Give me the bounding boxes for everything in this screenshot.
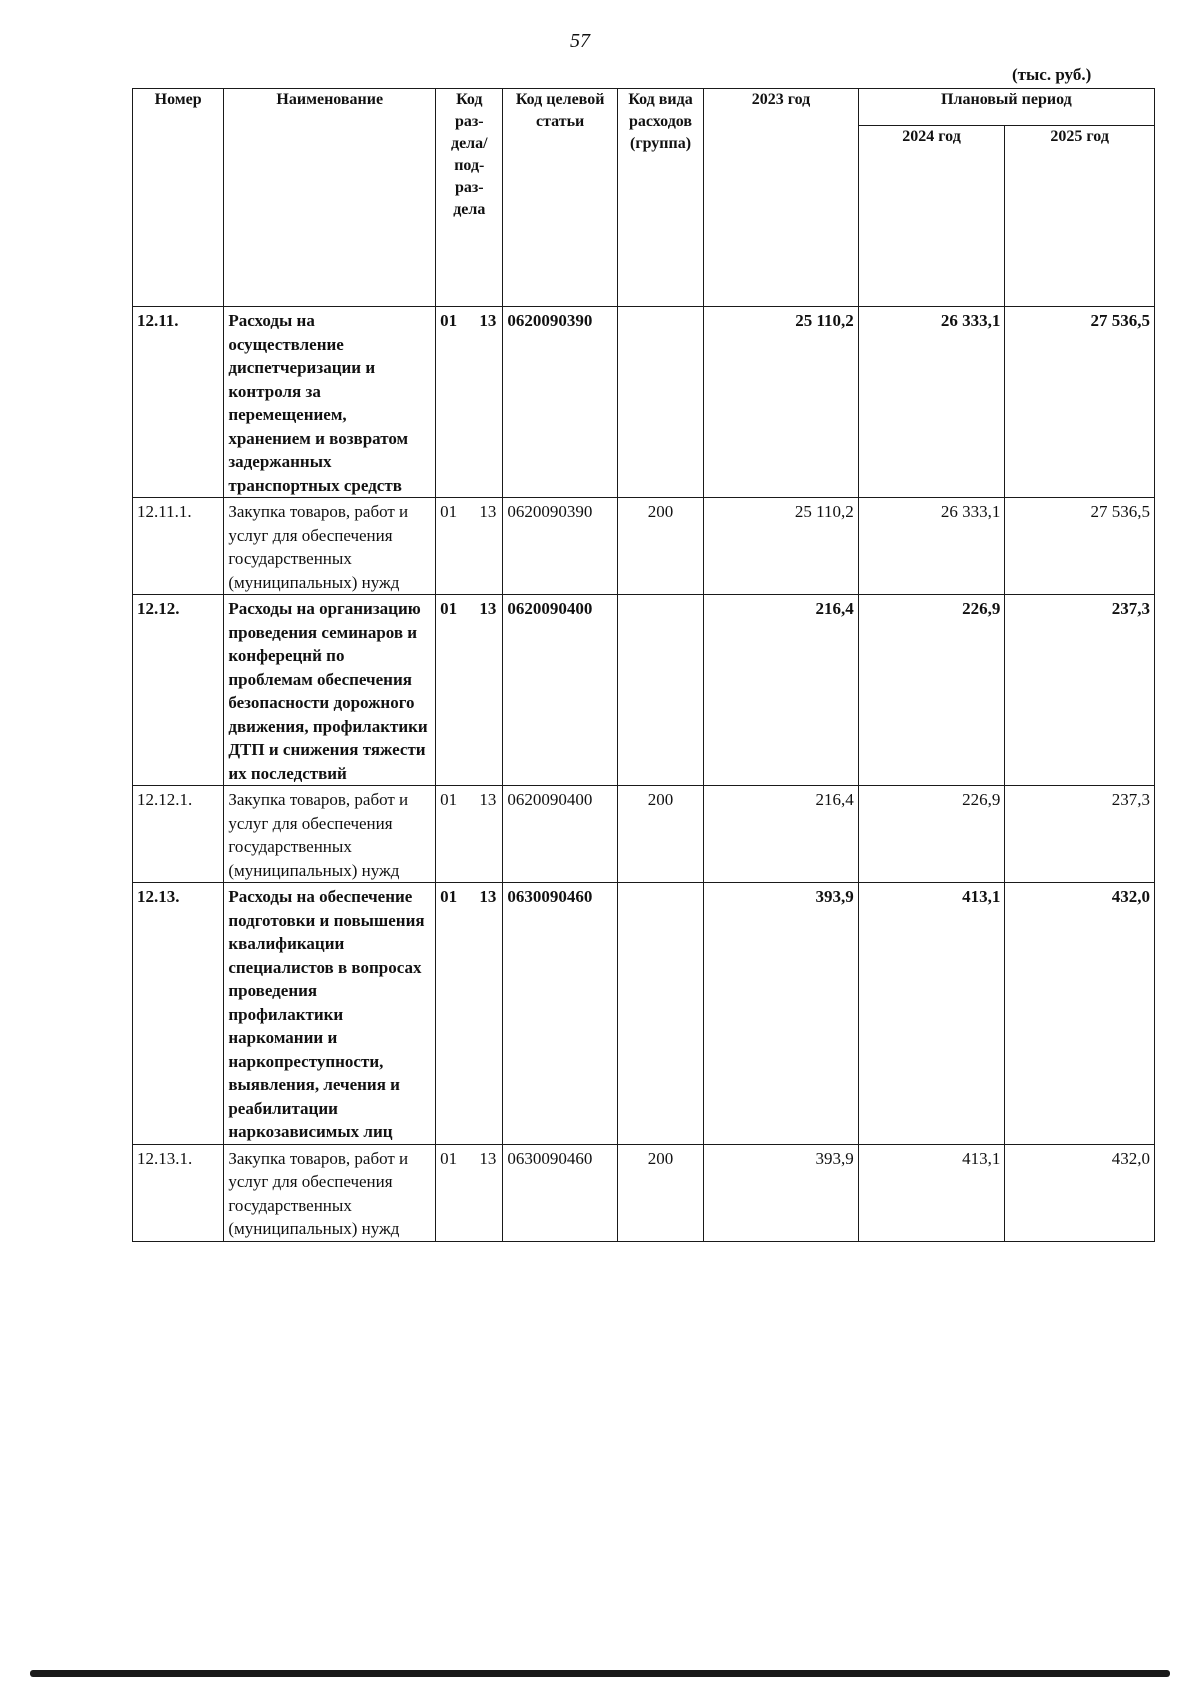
row-value-2025: 432,0 <box>1005 883 1155 1145</box>
table-row <box>133 883 1155 1145</box>
row-number: 12.11.1. <box>133 498 224 595</box>
row-target-code: 0620090400 <box>503 595 617 786</box>
row-name: Расходы на организацию проведения семинаров и конферецнй по проблемам обеспечения безопасности дорожного движения, профилактики ДТП и снижения тяжести их последствий <box>224 595 436 786</box>
table-row <box>133 498 1155 595</box>
row-value-2025: 432,0 <box>1005 1144 1155 1241</box>
row-section-code <box>436 883 503 1145</box>
header-year-2025: 2025 год <box>1005 126 1155 307</box>
row-name: Расходы на обеспечение подготовки и повышения квалификации специалистов в вопросах проведения профилактики наркомании и наркопреступности, выявления, лечения и реабилитации наркозависимых лиц <box>224 883 436 1145</box>
row-section-code <box>436 498 503 595</box>
header-number: Номер <box>133 89 224 307</box>
row-name: Закупка товаров, работ и услуг для обеспечения государственных (муниципальных) нужд <box>224 498 436 595</box>
row-section: 01 <box>440 790 458 809</box>
header-year-2024: 2024 год <box>858 126 1005 307</box>
table-row <box>133 1144 1155 1241</box>
header-expense-type: Код вида расходов (группа) <box>617 89 703 307</box>
row-target-code: 0620090400 <box>503 786 617 883</box>
row-subsection: 13 <box>479 887 497 906</box>
row-target-code: 0630090460 <box>503 883 617 1145</box>
row-expense-type <box>617 307 703 498</box>
row-subsection: 13 <box>479 1148 497 1168</box>
header-year-2023: 2023 год <box>704 89 859 307</box>
page-number: 57 <box>570 30 590 52</box>
row-section-code <box>436 1144 503 1241</box>
row-value-2023: 25 110,2 <box>704 498 859 595</box>
budget-table <box>132 88 1155 1242</box>
row-subsection: 13 <box>479 599 497 618</box>
row-name: Закупка товаров, работ и услуг для обеспечения государственных (муниципальных) нужд <box>224 786 436 883</box>
row-value-2024: 226,9 <box>858 595 1005 786</box>
row-value-2023: 25 110,2 <box>704 307 859 498</box>
row-number: 12.12.1. <box>133 786 224 883</box>
row-section: 01 <box>440 502 458 521</box>
row-number: 12.12. <box>133 595 224 786</box>
row-section: 01 <box>440 1148 458 1168</box>
row-value-2024: 226,9 <box>858 786 1005 883</box>
row-section: 01 <box>440 887 458 906</box>
row-value-2023: 393,9 <box>704 1144 859 1241</box>
row-value-2025: 237,3 <box>1005 786 1155 883</box>
table-row <box>133 786 1155 883</box>
header-section-code: Код раз-дела/ под-раз-дела <box>436 89 503 307</box>
table-row <box>133 595 1155 786</box>
row-expense-type: 200 <box>617 786 703 883</box>
row-expense-type: 200 <box>617 498 703 595</box>
row-subsection: 13 <box>479 790 497 809</box>
row-value-2025: 237,3 <box>1005 595 1155 786</box>
row-expense-type <box>617 595 703 786</box>
row-section: 01 <box>440 599 458 618</box>
row-number: 12.13. <box>133 883 224 1145</box>
row-expense-type: 200 <box>617 1144 703 1241</box>
table-body <box>133 307 1155 1242</box>
row-section-code <box>436 307 503 498</box>
row-name: Расходы на осуществление диспетчеризации и контроля за перемещением, хранением и возвратом задержанных транспортных средств <box>224 307 436 498</box>
row-value-2025: 27 536,5 <box>1005 307 1155 498</box>
row-target-code: 0620090390 <box>503 307 617 498</box>
header-name: Наименование <box>224 89 436 307</box>
table-header-row <box>133 89 1155 126</box>
row-value-2024: 413,1 <box>858 1144 1005 1241</box>
row-expense-type <box>617 883 703 1145</box>
row-number: 12.13.1. <box>133 1144 224 1241</box>
row-name: Закупка товаров, работ и услуг для обеспечения государственных (муниципальных) нужд <box>224 1144 436 1241</box>
row-value-2023: 216,4 <box>704 786 859 883</box>
row-section-code <box>436 595 503 786</box>
row-subsection: 13 <box>479 311 497 330</box>
header-planned-period: Плановый период <box>858 89 1154 126</box>
footer-rule <box>30 1670 1170 1677</box>
row-target-code: 0630090460 <box>503 1144 617 1241</box>
table-row <box>133 307 1155 498</box>
row-value-2024: 26 333,1 <box>858 498 1005 595</box>
row-section-code <box>436 786 503 883</box>
row-value-2025: 27 536,5 <box>1005 498 1155 595</box>
row-section: 01 <box>440 311 458 330</box>
header-target-code: Код целевой статьи <box>503 89 617 307</box>
row-number: 12.11. <box>133 307 224 498</box>
units-note: (тыс. руб.) <box>1012 65 1092 84</box>
row-value-2023: 216,4 <box>704 595 859 786</box>
row-subsection: 13 <box>479 502 497 521</box>
row-value-2024: 413,1 <box>858 883 1005 1145</box>
row-target-code: 0620090390 <box>503 498 617 595</box>
row-value-2024: 26 333,1 <box>858 307 1005 498</box>
row-value-2023: 393,9 <box>704 883 859 1145</box>
